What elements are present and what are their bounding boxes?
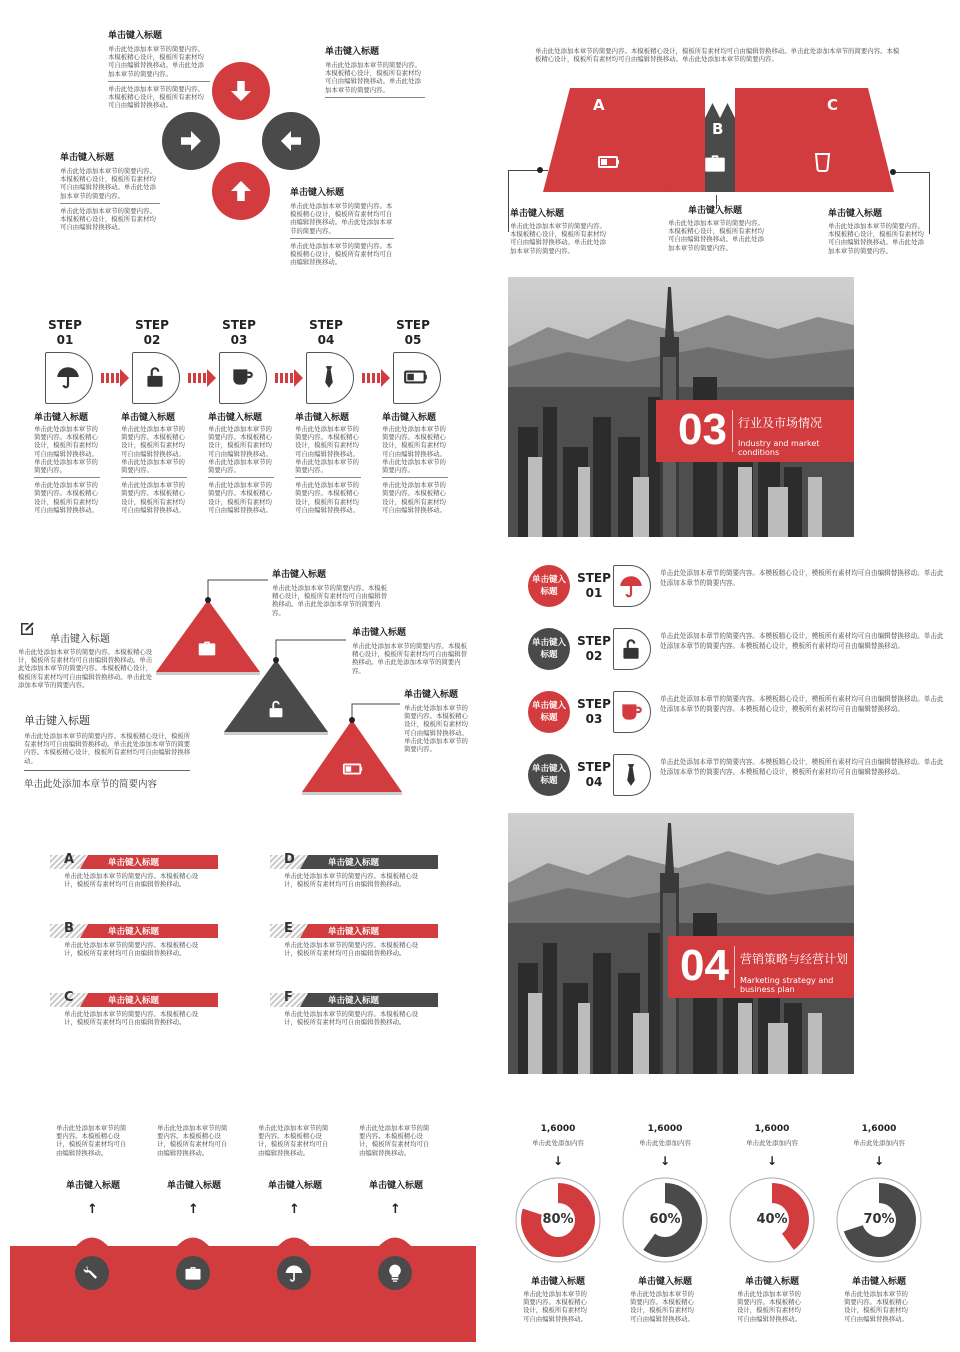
step-word: STEP	[577, 634, 611, 648]
step-label	[213, 318, 265, 348]
divider	[208, 477, 274, 478]
down-arrow-icon: ↓	[874, 1154, 885, 1168]
section-title: 行业及市场情况	[738, 416, 823, 430]
slide-abc	[480, 0, 960, 270]
abc-col-c	[828, 206, 928, 255]
slide-section-03	[508, 277, 854, 537]
unlock-icon	[142, 364, 168, 390]
item-heading: 单击键入标题	[851, 1277, 906, 1287]
col-text: 单击此处添加本章节的简要内容。本模板精心设计，模板所有素材均可自由编辑替换移动。	[359, 1124, 430, 1157]
heading: 单击键入标题	[510, 209, 565, 219]
text: 单击此处添加本章节的简要内容。本模板精心设计，模板所有素材均可自由编辑替换移动。	[208, 481, 272, 514]
text: 单击此处添加本章节的简要内容。本模板精心设计，模板所有素材均可自由编辑替换移动。单击此处添加本章节的简要内容。	[121, 425, 185, 475]
abc-col-b	[668, 203, 768, 252]
item-heading: 单击键入标题	[637, 1277, 692, 1287]
value-label: 1,6000	[754, 1124, 790, 1134]
heading: 单击键入标题	[272, 570, 327, 580]
value-caption: 单击此处添加内容	[532, 1139, 584, 1147]
step-word: STEP	[222, 318, 256, 332]
briefcase-icon	[702, 150, 728, 176]
cup-icon	[229, 364, 255, 390]
slide-letter-bars	[0, 810, 480, 1080]
col-heading: 单击键入标题	[267, 1181, 322, 1191]
bar-title: 单击键入标题	[328, 858, 380, 868]
step-label	[39, 318, 91, 348]
step-word: STEP	[48, 318, 82, 332]
cup-icon	[811, 150, 835, 174]
slide-section-04	[508, 813, 854, 1074]
arrow-down-icon	[226, 76, 256, 106]
step-arrow	[188, 368, 216, 388]
step-number: 03	[585, 712, 603, 726]
tri-block-3	[404, 687, 468, 753]
umbrella-icon	[55, 364, 81, 390]
text: 单击此处添加本章节的简要内容。本模板精心设计，模板所有素材均可自由编辑替换移动。单击此处添加本章节的简要内容。	[295, 425, 359, 475]
text: 单击此处添加本章节的简要内容。本模板精心设计，模板所有素材均可自由编辑替换移动。单击此处添加本章节的简要内容。	[290, 202, 393, 235]
section-banner	[668, 936, 854, 998]
letter: E	[284, 921, 293, 936]
heading: 单击键入标题	[108, 31, 163, 41]
down-arrow-icon: ↓	[553, 1154, 564, 1168]
section-divider	[734, 946, 735, 988]
bar-text: 单击此处添加本章节的简要内容。本模板精心设计，模板所有素材均可自由编辑替换移动。	[284, 1010, 419, 1027]
text: 单击此处添加本章节的简要内容。本模板精心设计，模板所有素材均可自由编辑替换移动。单击此处添加本章节的简要内容。	[828, 222, 924, 255]
text: 单击此处添加本章节的简要内容。本模板精心设计，模板所有素材均可自由编辑替换移动。单击此处添加本章节的简要内容。	[352, 642, 468, 675]
section-divider	[732, 410, 733, 452]
heading: 单击键入标题	[290, 188, 345, 198]
heading: 单击键入标题	[382, 413, 437, 423]
heading: 单击键入标题	[60, 153, 115, 163]
connector-dot	[890, 169, 896, 175]
step-number: 04	[317, 333, 335, 347]
tri-block-2	[352, 625, 470, 675]
text: 单击此处添加本章节的简要内容。本模板精心设计，模板所有素材均可自由编辑替换移动。单击此处添加本章节的简要内容。	[60, 167, 156, 200]
down-arrow-icon: ↓	[767, 1154, 778, 1168]
letter: A	[64, 852, 75, 867]
text: 单击此处添加本章节的简要内容。本模板精心设计，模板所有素材均可自由编辑替换移动。	[382, 481, 446, 514]
item-heading: 单击键入标题	[744, 1277, 799, 1287]
step-word: STEP	[577, 571, 611, 585]
battery-icon	[597, 150, 621, 174]
block-bottom-right	[290, 185, 394, 266]
step-number: 03	[230, 333, 248, 347]
connector-dot	[537, 167, 543, 173]
percent-label: 80%	[542, 1212, 574, 1227]
connector-left-v	[508, 170, 509, 232]
up-arrow-icon: ↑	[87, 1202, 98, 1217]
step-word: STEP	[577, 760, 611, 774]
heading: 单击键入标题	[404, 690, 459, 700]
step-label	[300, 318, 352, 348]
letter: D	[284, 852, 295, 867]
col-text: 单击此处添加本章节的简要内容。本模板精心设计，模板所有素材均可自由编辑替换移动。	[56, 1124, 127, 1157]
section-subtitle: Industry and market conditions	[738, 439, 820, 457]
text: 单击此处添加本章节的简要内容。本模板精心设计，模板所有素材均可自由编辑替换移动。单击此处添加本章节的简要内容。	[668, 219, 764, 252]
text: 单击此处添加本章节的简要内容。本模板精心设计，模板所有素材均可自由编辑替换移动。	[34, 481, 98, 514]
step-label	[387, 318, 439, 348]
umbrella-icon	[284, 1263, 304, 1283]
left-heading-1: 单击键入标题	[50, 634, 110, 645]
text: 单击此处添加本章节的简要内容。本模板精心设计，模板所有素材均可自由编辑替换移动。单击此处添加本章节的简要内容。	[208, 425, 272, 475]
section-number: 04	[680, 941, 729, 990]
item-text: 单击此处添加本章节的简要内容。本模板精心设计，模板所有素材均可自由编辑替换移动。	[844, 1290, 908, 1323]
value-label: 1,6000	[647, 1124, 683, 1134]
step-text: 单击此处添加本章节的简要内容。本模板精心设计，模板所有素材均可自由编辑替换移动。单击此处添加本章节的简要内容。本模板精心设计，模板所有素材均可自由编辑替换移动。	[660, 758, 944, 776]
step-text: 单击此处添加本章节的简要内容。本模板精心设计，模板所有素材均可自由编辑替换移动。单击此处添加本章节的简要内容。	[660, 569, 944, 587]
up-arrow-icon: ↑	[390, 1202, 401, 1217]
step-number: 05	[404, 333, 422, 347]
step-text: 单击此处添加本章节的简要内容。本模板精心设计，模板所有素材均可自由编辑替换移动。单击此处添加本章节的简要内容。本模板精心设计，模板所有素材均可自由编辑替换移动。	[660, 632, 944, 650]
heading: 单击键入标题	[34, 413, 89, 423]
step-number: 01	[56, 333, 74, 347]
text: 单击此处添加本章节的简要内容。本模板精心设计，模板所有素材均可自由编辑替换移动。	[290, 241, 393, 267]
battery-icon	[342, 758, 364, 780]
abc-col-a	[510, 206, 610, 255]
circle-right	[262, 112, 320, 170]
text: 单击此处添加本章节的简要内容。本模板精心设计，模板所有素材均可自由编辑替换移动。单击此处添加本章节的简要内容。	[108, 45, 204, 78]
step-word: STEP	[396, 318, 430, 332]
briefcase-icon	[196, 637, 218, 659]
left-footer: 单击此处添加本章节的简要内容	[24, 779, 158, 790]
text: 单击此处添加本章节的简要内容。本模板精心设计，模板所有素材均可自由编辑替换移动。	[121, 481, 185, 514]
step-arrow	[275, 368, 303, 388]
slide-cross-circles	[0, 0, 480, 270]
block-bottom-left	[60, 150, 160, 231]
step-word: STEP	[309, 318, 343, 332]
item-text: 单击此处添加本章节的简要内容。本模板精心设计，模板所有素材均可自由编辑替换移动。	[630, 1290, 694, 1323]
cup-icon	[618, 699, 644, 725]
text: 单击此处添加本章节的简要内容。本模板精心设计，模板所有素材均可自由编辑替换移动。单击此处添加本章节的简要内容。	[325, 61, 421, 94]
col-heading: 单击键入标题	[65, 1181, 120, 1191]
step-badge-label: 单击键入标题	[532, 638, 567, 660]
value-caption: 单击此处添加内容	[853, 1139, 905, 1147]
bar-title: 单击键入标题	[108, 858, 160, 868]
col-text: 单击此处添加本章节的简要内容。本模板精心设计，模板所有素材均可自由编辑替换移动。	[258, 1124, 329, 1157]
bar-text: 单击此处添加本章节的简要内容。本模板精心设计，模板所有素材均可自由编辑替换移动。	[64, 1010, 199, 1027]
text: 单击此处添加本章节的简要内容。本模板精心设计，模板所有素材均可自由编辑替换移动。单击此处添加本章节的简要内容。	[382, 425, 446, 475]
bar-title: 单击键入标题	[108, 927, 160, 937]
step-block	[208, 410, 274, 514]
step-number: 02	[143, 333, 161, 347]
left-text-1: 单击此处添加本章节的简要内容。本模板精心设计，模板所有素材均可自由编辑替换移动。单击此处添加本章节的简要内容。本模板精心设计，模板所有素材均可自由编辑替换移动。单击此处添加本章节的简要内容。	[18, 648, 153, 689]
step-badge-label: 单击键入标题	[532, 701, 567, 723]
arrow-up-icon	[226, 176, 256, 206]
step-word: STEP	[135, 318, 169, 332]
heading: 单击键入标题	[828, 209, 883, 219]
divider	[108, 81, 210, 82]
down-arrow-icon: ↓	[660, 1154, 671, 1168]
divider	[290, 238, 394, 239]
unlock-icon	[265, 698, 287, 720]
briefcase-icon	[183, 1263, 203, 1283]
umbrella-icon	[618, 573, 644, 599]
heading: 单击键入标题	[295, 413, 350, 423]
bar-text: 单击此处添加本章节的简要内容。本模板精心设计，模板所有素材均可自由编辑替换移动。	[284, 872, 419, 889]
slide-icon-band	[0, 1080, 480, 1352]
item-text: 单击此处添加本章节的简要内容。本模板精心设计，模板所有素材均可自由编辑替换移动。	[737, 1290, 801, 1323]
arrow-right-icon	[176, 126, 206, 156]
bar-text: 单击此处添加本章节的简要内容。本模板精心设计，模板所有素材均可自由编辑替换移动。	[64, 941, 199, 958]
letter: C	[64, 990, 74, 1005]
step-number: 04	[585, 775, 603, 789]
step-block	[34, 410, 100, 514]
value-caption: 单击此处添加内容	[746, 1139, 798, 1147]
step-text: 单击此处添加本章节的简要内容。本模板精心设计，模板所有素材均可自由编辑替换移动。单击此处添加本章节的简要内容。本模板精心设计，模板所有素材均可自由编辑替换移动。	[660, 695, 944, 713]
step-number: 01	[585, 586, 603, 600]
letter: B	[64, 921, 74, 936]
heading: 单击键入标题	[325, 47, 380, 57]
battery-icon	[403, 364, 429, 390]
letter-b: B	[712, 120, 724, 138]
col-text: 单击此处添加本章节的简要内容。本模板精心设计，模板所有素材均可自由编辑替换移动。	[157, 1124, 228, 1157]
text: 单击此处添加本章节的简要内容。本模板精心设计，模板所有素材均可自由编辑替换移动。单击此处添加本章节的简要内容。	[272, 584, 388, 617]
divider	[325, 97, 425, 98]
value-caption: 单击此处添加内容	[639, 1139, 691, 1147]
left-text-2: 单击此处添加本章节的简要内容。本模板精心设计，模板所有素材均可自由编辑替换移动。单击此处添加本章节的简要内容。本模板精心设计，模板所有素材均可自由编辑替换移动。	[24, 732, 191, 765]
up-arrow-icon: ↑	[289, 1202, 300, 1217]
letter-c: C	[827, 96, 839, 114]
block-top-left	[108, 28, 210, 109]
tie-icon	[316, 364, 342, 390]
edit-icon	[18, 620, 36, 638]
text: 单击此处添加本章节的简要内容。本模板精心设计，模板所有素材均可自由编辑替换移动。单击此处添加本章节的简要内容。	[34, 425, 98, 475]
step-word: STEP	[577, 697, 611, 711]
circle-left	[162, 112, 220, 170]
step-badge-label: 单击键入标题	[532, 575, 567, 597]
divider	[382, 477, 448, 478]
up-arrow-icon: ↑	[188, 1202, 199, 1217]
letter: F	[284, 990, 293, 1005]
step-arrow	[362, 368, 390, 388]
bar-title: 单击键入标题	[328, 996, 380, 1006]
text: 单击此处添加本章节的简要内容。本模板精心设计，模板所有素材均可自由编辑替换移动。	[108, 84, 204, 110]
circle-top	[212, 62, 270, 120]
col-heading: 单击键入标题	[166, 1181, 221, 1191]
col-heading: 单击键入标题	[368, 1181, 423, 1191]
tie-icon	[618, 762, 644, 788]
heading: 单击键入标题	[121, 413, 176, 423]
connector-right-v	[929, 172, 930, 234]
bar-title: 单击键入标题	[328, 927, 380, 937]
text: 单击此处添加本章节的简要内容。本模板精心设计，模板所有素材均可自由编辑替换移动。单击此处添加本章节的简要内容。	[510, 222, 606, 255]
bar-title: 单击键入标题	[108, 996, 160, 1006]
bulb-icon	[385, 1263, 405, 1283]
arrow-left-icon	[276, 126, 306, 156]
item-heading: 单击键入标题	[530, 1277, 585, 1287]
connector-right	[893, 172, 929, 173]
percent-label: 70%	[863, 1212, 895, 1227]
value-label: 1,6000	[540, 1124, 576, 1134]
tools-icon	[82, 1263, 102, 1283]
section-title: 营销策略与经营计划	[740, 952, 849, 966]
step-label	[126, 318, 178, 348]
percent-label: 60%	[649, 1212, 681, 1227]
step-block	[382, 410, 448, 514]
bar-text: 单击此处添加本章节的简要内容。本模板精心设计，模板所有素材均可自由编辑替换移动。	[284, 941, 419, 958]
text: 单击此处添加本章节的简要内容。本模板精心设计，模板所有素材均可自由编辑替换移动。	[295, 481, 359, 514]
text: 单击此处添加本章节的简要内容。本模板精心设计，模板所有素材均可自由编辑替换移动。单击此处添加本章节的简要内容。	[404, 704, 468, 754]
triangle-1	[156, 600, 260, 672]
percent-label: 40%	[756, 1212, 788, 1227]
slide-five-steps	[0, 270, 480, 540]
tri-block-1	[272, 567, 392, 617]
divider	[60, 203, 160, 204]
unlock-icon	[618, 636, 644, 662]
slide-step-list	[480, 540, 960, 810]
step-block	[295, 410, 361, 514]
divider	[121, 477, 187, 478]
block-top-right	[325, 44, 425, 101]
letter-a: A	[593, 96, 605, 114]
slide-percent-circles	[480, 1080, 960, 1352]
step-arrow	[101, 368, 129, 388]
slide-triangles	[0, 540, 480, 810]
text: 单击此处添加本章节的简要内容。本模板精心设计，模板所有素材均可自由编辑替换移动。	[60, 206, 156, 232]
intro-text: 单击此处添加本章节的简要内容。本模板精心设计，模板所有素材均可自由编辑替换移动。单击此处添加本章节的简要内容。本模板精心设计，模板所有素材均可自由编辑替换移动。单击此处添加本章节的简要内容。	[535, 47, 900, 64]
circle-bottom	[212, 162, 270, 220]
heading: 单击键入标题	[208, 413, 263, 423]
section-banner	[656, 400, 854, 462]
item-text: 单击此处添加本章节的简要内容。本模板精心设计，模板所有素材均可自由编辑替换移动。	[523, 1290, 587, 1323]
section-number: 03	[678, 405, 727, 454]
section-subtitle: Marketing strategy and business plan	[740, 976, 834, 994]
step-number: 02	[585, 649, 603, 663]
step-block	[121, 410, 187, 514]
divider	[295, 477, 361, 478]
heading: 单击键入标题	[688, 206, 743, 216]
step-badge-label: 单击键入标题	[532, 764, 567, 786]
left-heading-2: 单击键入标题	[24, 714, 90, 727]
heading: 单击键入标题	[352, 628, 407, 638]
bar-text: 单击此处添加本章节的简要内容。本模板精心设计，模板所有素材均可自由编辑替换移动。	[64, 872, 199, 889]
divider	[34, 477, 100, 478]
value-label: 1,6000	[861, 1124, 897, 1134]
